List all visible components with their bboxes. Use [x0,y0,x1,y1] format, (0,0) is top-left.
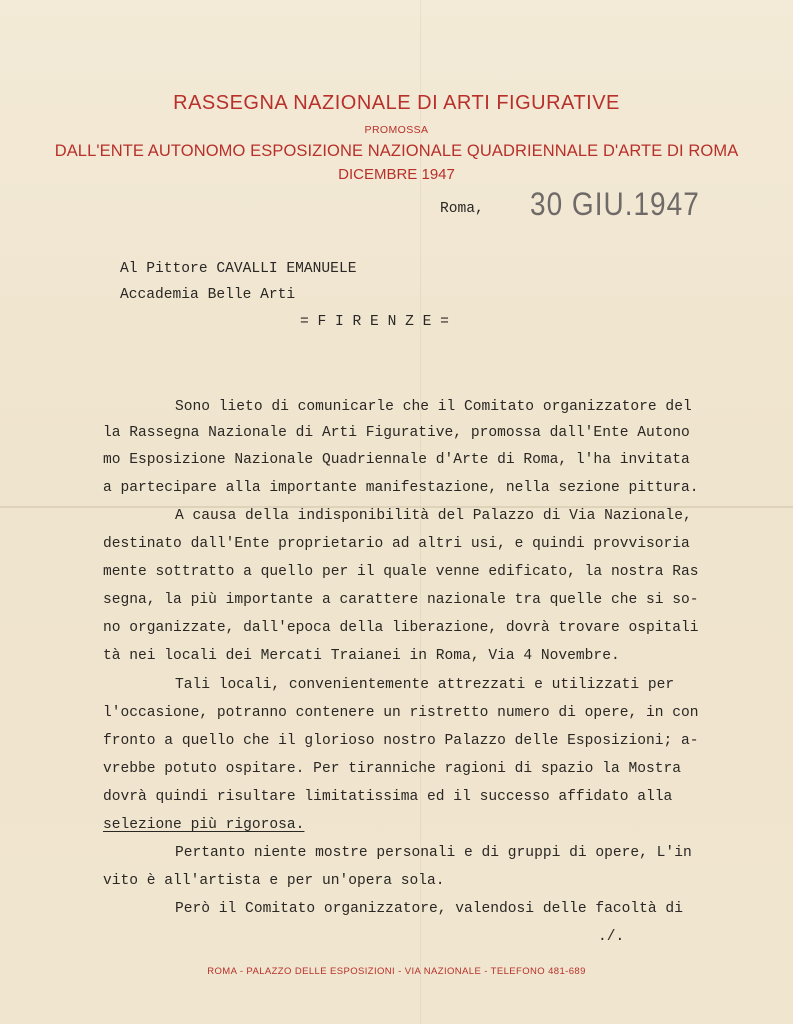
recipient-city: = F I R E N Z E = [300,314,449,330]
letterhead-promossa: PROMOSSA [364,124,429,136]
body-line: a partecipare alla importante manifestazione, nella sezione pittura. [103,480,699,496]
dateline-place: Roma, [440,201,484,217]
body-line: vito è all'artista e per un'opera sola. [103,873,445,889]
continuation-mark: ./. [598,929,625,945]
letterhead-date: DICEMBRE 1947 [338,166,455,183]
body-line: tà nei locali dei Mercati Traianei in Roma, Via 4 Novembre. [103,648,620,664]
body-line: Però il Comitato organizzatore, valendosi delle facoltà di [175,901,683,917]
body-line: no organizzate, dall'epoca della liberazione, dovrà trovare ospitali [103,620,699,636]
letterhead-footer: ROMA - PALAZZO DELLE ESPOSIZIONI - VIA NAZIONALE - TELEFONO 481-689 [207,966,586,977]
body-line: mente sottratto a quello per il quale venne edificato, la nostra Ras [103,564,699,580]
body-line: A causa della indisponibilità del Palazzo di Via Nazionale, [175,508,692,524]
recipient-name: Al Pittore CAVALLI EMANUELE [120,261,357,277]
body-line: Sono lieto di comunicarle che il Comitato organizzatore del [175,399,692,415]
body-line: la Rassegna Nazionale di Arti Figurative, promossa dall'Ente Autono [103,425,690,441]
letterhead-organizer: DALL'ENTE AUTONOMO ESPOSIZIONE NAZIONALE QUADRIENNALE D'ARTE DI ROMA [54,142,739,160]
body-line: mo Esposizione Nazionale Quadriennale d'Arte di Roma, l'ha invitata [103,452,690,468]
body-line: destinato dall'Ente proprietario ad altri usi, e quindi provvisoria [103,536,690,552]
body-line: Pertanto niente mostre personali e di gruppi di opere, L'in [175,845,692,861]
date-stamp: 30 GIU.1947 [530,186,700,222]
body-line: l'occasione, potranno contenere un ristretto numero di opere, in con [103,705,699,721]
body-line: Tali locali, convenientemente attrezzati e utilizzati per [175,677,675,693]
recipient-institution: Accademia Belle Arti [120,287,296,303]
letterhead-title: RASSEGNA NAZIONALE DI ARTI FIGURATIVE [173,92,620,114]
body-line-underlined: selezione più rigorosa. [103,817,305,833]
body-line: segna, la più importante a carattere nazionale tra quelle che si so- [103,592,699,608]
body-line: vrebbe potuto ospitare. Per tiranniche ragioni di spazio la Mostra [103,761,682,777]
body-line: dovrà quindi risultare limitatissima ed il successo affidato alla [103,789,673,805]
body-line: fronto a quello che il glorioso nostro Palazzo delle Esposizioni; a- [103,733,699,749]
